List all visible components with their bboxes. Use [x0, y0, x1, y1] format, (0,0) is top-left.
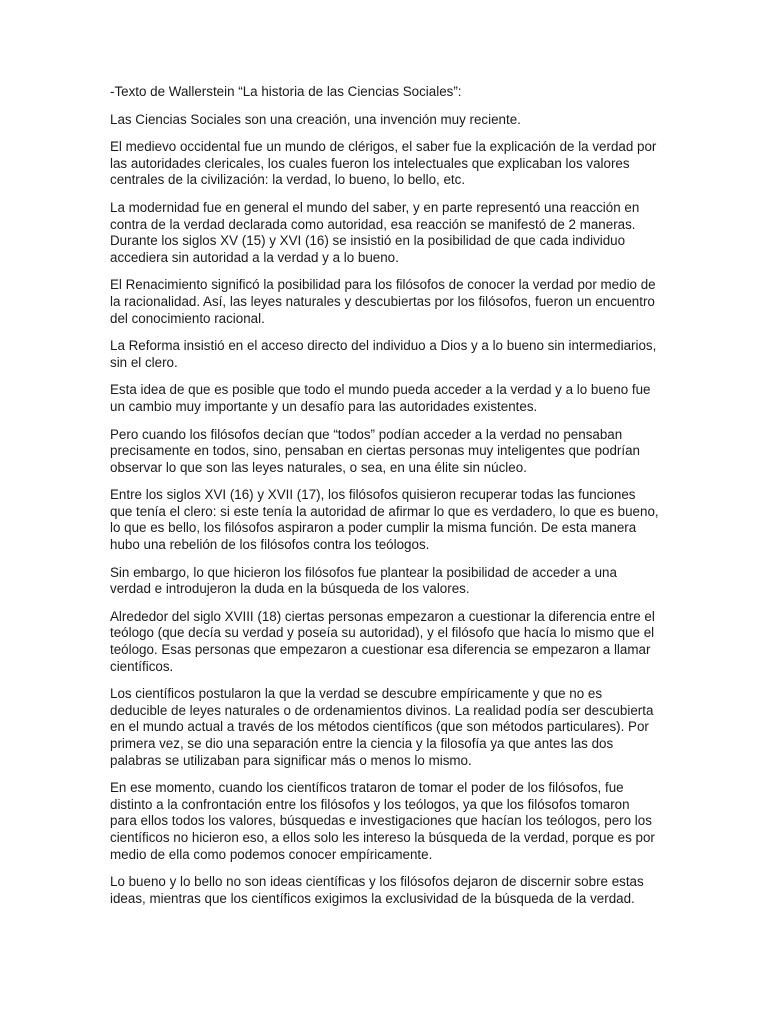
paragraph-1: Las Ciencias Sociales son una creación, una invención muy reciente.	[110, 111, 521, 127]
paragraph-11: Los científicos postularon la que la verdad se descubre empíricamente y que no es deducible de leyes naturales o de ordenamientos divinos. La realidad podía ser descubierta en el mundo actual a través de los métodos científicos (que son métodos particulares). Por primera vez, se dio una separación entre la ciencia y la filosofía ya que antes las dos palabras se utilizaban para significar más o menos lo mismo.	[110, 686, 654, 768]
paragraph-7: Pero cuando los filósofos decían que “todos” podían acceder a la verdad no pensaban precisamente en todos, sino, pensaban en ciertas personas muy inteligentes que podrían observar lo que son las leyes naturales, o sea, en una élite sin núcleo.	[110, 426, 641, 475]
paragraph-12: En ese momento, cuando los científicos trataron de tomar el poder de los filósofos, fue distinto a la confrontación entre los filósofos y los teólogos, ya que los filósofos tomaron para ellos todos los valores, búsquedas e investigaciones que hacían los teólogos, pero los científicos no hicieron eso, a ellos solo les intereso la búsqueda de la verdad, porque es por medio de ella como podemos conocer empíricamente.	[110, 780, 655, 862]
paragraph-13: Lo bueno y lo bello no son ideas científicas y los filósofos dejaron de discernir sobre estas ideas, mientras que los científicos exigimos la exclusividad de la búsqueda de la verdad.	[110, 874, 644, 906]
paragraph-5: La Reforma insistió en el acceso directo del individuo a Dios y a lo bueno sin intermediarios, sin el clero.	[110, 338, 657, 370]
paragraph-3: La modernidad fue en general el mundo del saber, y en parte representó una reacción en contra de la verdad declarada como autoridad, esa reacción se manifestó de 2 maneras. Durante los siglos XV (15) y XVI (16) se insistió en la posibilidad de que cada individuo accediera sin autoridad a la verdad y a lo bueno.	[110, 199, 640, 265]
paragraph-6: Esta idea de que es posible que todo el mundo pueda acceder a la verdad y a lo bueno fue un cambio muy importante y un desafío para las autoridades existentes.	[110, 382, 651, 414]
paragraph-2: El medievo occidental fue un mundo de clérigos, el saber fue la explicación de la verdad por las autoridades clericales, los cuales fueron los intelectuales que explicaban los valores centrales de la civilización: la verdad, lo bueno, lo bello, etc.	[110, 139, 657, 188]
paragraph-4: El Renacimiento significó la posibilidad para los filósofos de conocer la verdad por medio de la racionalidad. Así, las leyes naturales y descubiertas por los filósofos, fueron un encuentro del conocimiento racional.	[110, 277, 656, 326]
paragraph-10: Alrededor del siglo XVIII (18) ciertas personas empezaron a cuestionar la diferencia entre el teólogo (que decía su verdad y poseía su autoridad), y el filósofo que hacía lo mismo que el teólogo. Esas personas que empezaron a cuestionar esa diferencia se empezaron a llamar científicos.	[110, 608, 655, 674]
document-heading: -Texto de Wallerstein “La historia de las Ciencias Sociales”:	[110, 84, 462, 99]
document-page	[110, 84, 660, 918]
paragraph-9: Sin embargo, lo que hicieron los filósofos fue plantear la posibilidad de acceder a una verdad e introdujeron la duda en la búsqueda de los valores.	[110, 564, 617, 597]
paragraph-8: Entre los siglos XVI (16) y XVII (17), los filósofos quisieron recuperar todas las funciones que tenía el clero: si este tenía la autoridad de afirmar lo que es verdadero, lo que es bueno, lo que es bello, los filósofos aspiraron a poder cumplir la misma función. De esta manera hubo una rebelión de los filósofos contra los teólogos.	[110, 487, 659, 553]
